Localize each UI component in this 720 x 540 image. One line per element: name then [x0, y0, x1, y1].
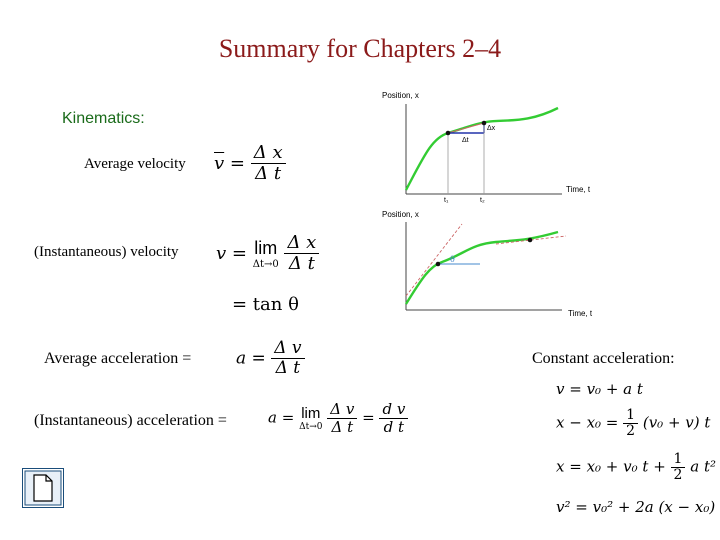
delta-t-3: Δ t — [275, 357, 301, 378]
lim-text-2: lim — [301, 405, 321, 423]
lim-text: lim — [254, 237, 278, 258]
eq-velocity-squared: v² = v₀² + 2a (x − x₀) — [556, 498, 716, 516]
graph1-point-2 — [482, 121, 487, 126]
graph1-point-1 — [446, 131, 451, 136]
eq-velocity: v = v₀ + a t — [556, 380, 643, 398]
const-accel-label: Constant acceleration: — [532, 350, 675, 367]
inst-accel-formula: a = lim Δt→0 $\frac{\text{Δ v}}{\text{Δ t}}$ = $\frac{\text{d v}}{\text{d t}}$ — [268, 402, 408, 435]
eq3-rhs: a t² — [690, 457, 717, 476]
kinematics-heading: Kinematics: — [62, 110, 145, 127]
graph1-curve — [406, 108, 558, 190]
inst-velocity-fraction — [284, 234, 319, 274]
delta-t-2: Δ t — [288, 252, 315, 274]
graph1-y-label: Position, x — [382, 91, 419, 100]
document-icon[interactable] — [22, 468, 64, 508]
lim-block-2 — [299, 405, 322, 432]
lim-block — [253, 238, 279, 270]
graph2-x-label: Time, t — [568, 309, 593, 318]
half-den-2: 2 — [673, 466, 683, 483]
inst-velocity-label: (Instantaneous) velocity — [34, 244, 179, 260]
avg-accel-formula: a = $\frac{\text{Δ v}}{\text{Δ t}}$ — [236, 340, 305, 378]
delta-t: Δ t — [255, 162, 282, 184]
v-bar: $\overline{v}$ — [214, 152, 225, 174]
eq-position — [556, 452, 716, 483]
tan-theta: = tan θ — [232, 294, 299, 315]
eq2-rhs: (v₀ + v) t — [642, 413, 711, 432]
a-symbol: a — [236, 348, 247, 369]
delta-v: Δ v — [271, 340, 304, 359]
half-num: 1 — [623, 408, 638, 424]
inst-velocity-formula: v = lim Δt→0 $\frac{\text{Δ x}}{\text{Δ t}}$ — [216, 234, 319, 274]
avg-velocity-label: Average velocity — [84, 156, 186, 172]
eq3-lhs: x = x₀ + v₀ t + — [556, 457, 666, 476]
derivative-fraction — [379, 402, 408, 435]
graph1-t2-label: t₂ — [480, 197, 485, 204]
page-title: Summary for Chapters 2–4 — [218, 34, 502, 63]
delta-x: Δ x — [251, 144, 286, 164]
dv: d v — [379, 402, 408, 419]
avg-accel-fraction — [271, 340, 304, 378]
position-time-graph-secant — [376, 86, 591, 206]
eq2-lhs: x − x₀ = — [556, 413, 619, 432]
graph2-theta-label: θ — [450, 255, 455, 264]
graph1-dt-label: Δt — [462, 137, 469, 144]
graph1-x-label: Time, t — [566, 185, 591, 194]
position-time-graph-tangent — [376, 206, 593, 322]
graph2-point-1 — [436, 262, 441, 267]
lim-subscript: Δt→0 — [252, 258, 279, 270]
v-symbol: v — [216, 242, 227, 264]
graph1-secant — [448, 123, 484, 133]
graph1-dx-label: Δx — [487, 125, 496, 132]
avg-accel-label: Average acceleration = — [44, 350, 192, 367]
dt: d t — [383, 417, 405, 436]
inst-accel-fraction — [327, 402, 357, 435]
delta-t-4: Δ t — [331, 417, 354, 436]
half-den: 2 — [626, 422, 636, 439]
half-fraction-2 — [671, 452, 686, 483]
graph1-t1-label: t₁ — [444, 197, 449, 204]
avg-velocity-fraction — [251, 144, 286, 184]
eq-displacement-avg — [556, 408, 710, 439]
half-num-2: 1 — [671, 452, 686, 468]
delta-x-2: Δ x — [284, 234, 319, 254]
a-symbol-2: a — [268, 408, 277, 427]
avg-velocity-formula: $\overline{v}$ = $\frac{\text{Δ x}}{\text{Δ t}}$ — [214, 144, 286, 184]
delta-v-2: Δ v — [327, 402, 357, 419]
inst-accel-label: (Instantaneous) acceleration = — [34, 412, 227, 429]
graph2-y-label: Position, x — [382, 210, 419, 219]
half-fraction — [623, 408, 638, 439]
lim-subscript-2: Δt→0 — [299, 422, 323, 433]
graph2-curve — [406, 232, 558, 304]
graph2-point-2 — [528, 238, 533, 243]
